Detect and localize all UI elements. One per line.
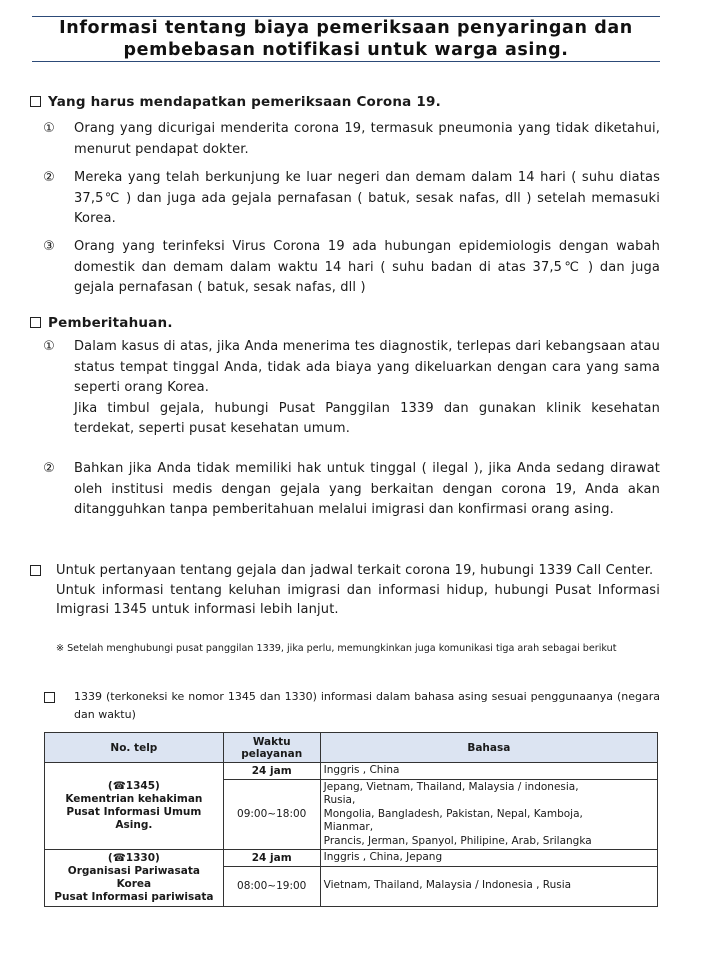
list-item-text: Orang yang dicurigai menderita corona 19, termasuk pneumonia yang tidak diketahui, menurut pendapat dokter.	[74, 121, 660, 157]
org-name: Organisasi Pariwasata	[67, 864, 200, 877]
header-tel: No. telp	[45, 733, 224, 763]
service-time: 09:00~18:00	[223, 779, 320, 850]
header-lang: Bahasa	[320, 733, 657, 763]
list-item	[40, 119, 660, 160]
list-item-text: Dalam kasus di atas, jika Anda menerima tes diagnostik, terlepas dari kebangsaan atau status tempat tinggal Anda, tidak ada biaya yang dikeluarkan dengan cara yang sama seperti orang Korea.	[74, 339, 660, 395]
list-item	[40, 459, 660, 521]
table-row	[45, 850, 658, 867]
language-line: Vietnam, Thailand, Malaysia / Indonesia , Rusia	[323, 879, 572, 892]
org-name: Pusat Informasi pariwisata	[54, 890, 214, 903]
list-item-text: Orang yang terinfeksi Virus Corona 19 ada hubungan epidemiologis dengan wabah domestik dan demam dalam waktu 14 hari ( suhu badan di atas 37,5℃ ) dan juga gejala pernafasan ( batuk, sesak nafas, dll )	[74, 239, 660, 295]
org-name: Kementrian kehakiman	[65, 793, 203, 805]
org-1330	[45, 850, 224, 907]
language-line: Prancis, Jerman, Spanyol, Philipine, Arab, Srilangka	[323, 834, 592, 847]
header-time: Waktu pelayanan	[223, 733, 320, 763]
title-line-1: Informasi tentang biaya pemeriksaan penyaringan dan	[59, 18, 633, 38]
checkbox-square-icon	[30, 317, 41, 328]
org-phone: (☎1345)	[107, 780, 160, 792]
service-time: 08:00~19:00	[223, 866, 320, 906]
table-row	[45, 763, 658, 780]
language-line: Rusia,	[323, 794, 356, 806]
circled-number-1-icon: ①	[43, 339, 55, 354]
list-item-text: Jika timbul gejala, hubungi Pusat Panggilan 1339 dan gunakan klinik kesehatan terdekat, seperti pusat kesehatan umum.	[74, 400, 660, 436]
contact-info	[30, 561, 660, 620]
table-header-row	[45, 733, 658, 763]
contact-line-1345: Untuk informasi tentang keluhan imigrasi dan informasi hidup, hubungi Pusat Informasi Imigrasi 1345 untuk informasi lebih lanjut.	[56, 582, 660, 617]
language-line: Inggris , China, Jepang	[323, 851, 443, 863]
section-heading-testing	[30, 94, 441, 110]
title-line-2: pembebasan notifikasi untuk warga asing.	[123, 40, 569, 60]
circled-number-3-icon: ③	[43, 239, 55, 254]
circled-number-2-icon: ②	[43, 170, 55, 185]
language-line: Mianmar,	[323, 821, 374, 833]
checkbox-square-icon	[44, 692, 55, 703]
list-item-text: Bahkan jika Anda tidak memiliki hak untuk tinggal ( ilegal ), jika Anda sedang dirawat oleh institusi medis dengan gejala yang berkaitan dengan corona 19, Anda akan ditangguhkan tanpa pemberitahuan melalui imigrasi dan konfirmasi orang asing.	[74, 461, 660, 517]
circled-number-2-icon: ②	[43, 461, 55, 476]
three-way-intro	[44, 688, 660, 724]
org-1345	[45, 763, 224, 850]
circled-number-1-icon: ①	[43, 121, 55, 136]
checkbox-square-icon	[30, 565, 41, 576]
hotline-table	[44, 732, 658, 907]
service-time: 24 jam	[223, 763, 320, 780]
three-way-intro-text: 1339 (terkoneksi ke nomor 1345 dan 1330) informasi dalam bahasa asing sesuai penggunaanya (negara dan waktu)	[74, 690, 660, 721]
languages	[320, 866, 657, 906]
org-name: Pusat Informasi Umum	[66, 806, 202, 818]
list-item-text: Mereka yang telah berkunjung ke luar negeri dan demam dalam 14 hari ( suhu diatas 37,5℃ ) dan juga ada gejala pernafasan ( batuk, sesak nafas, dll ) setelah memasuki Korea.	[74, 170, 660, 226]
language-line: Inggris , China	[323, 764, 400, 776]
languages	[320, 850, 657, 867]
languages	[320, 779, 657, 850]
list-item	[40, 237, 660, 299]
section-heading-notice	[30, 315, 173, 331]
languages	[320, 763, 657, 780]
footnote: ※ Setelah menghubungi pusat panggilan 1339, jika perlu, memungkinkan juga komunikasi tiga arah sebagai berikut	[56, 643, 617, 654]
org-phone: (☎1330)	[107, 851, 160, 864]
section-heading-text: Pemberitahuan.	[48, 315, 173, 331]
org-name: Asing.	[115, 819, 153, 831]
language-line: Jepang, Vietnam, Thailand, Malaysia / indonesia,	[323, 780, 579, 793]
language-line: Mongolia, Bangladesh, Pakistan, Nepal, Kamboja,	[323, 807, 583, 820]
org-name: Korea	[116, 877, 152, 890]
contact-line-1339: Untuk pertanyaan tentang gejala dan jadwal terkait corona 19, hubungi 1339 Call Center.	[56, 563, 654, 578]
service-time: 24 jam	[223, 850, 320, 867]
list-item	[40, 168, 660, 230]
list-item	[40, 337, 660, 440]
checkbox-square-icon	[30, 96, 41, 107]
document-title	[32, 16, 660, 62]
section-heading-text: Yang harus mendapatkan pemeriksaan Corona 19.	[48, 94, 441, 110]
